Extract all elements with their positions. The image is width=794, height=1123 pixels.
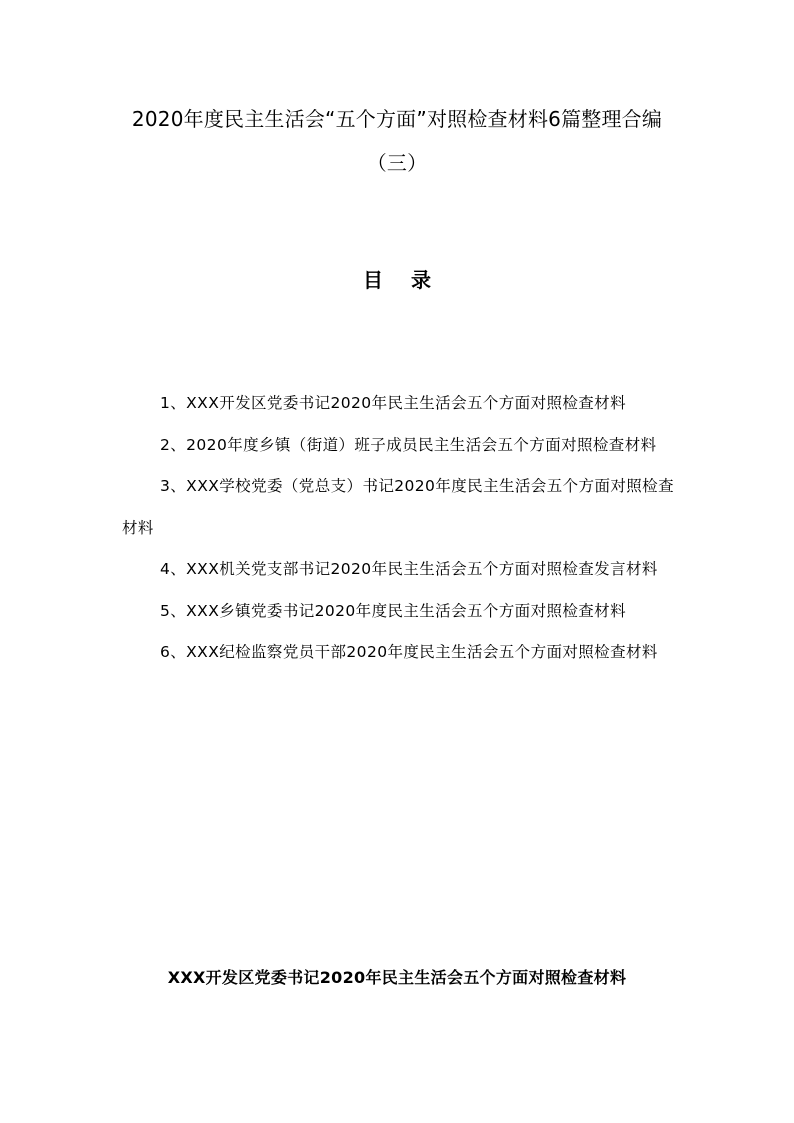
toc-item-3: 3、XXX学校党委（党总支）书记2020年度民主生活会五个方面对照检查材料 bbox=[122, 477, 674, 537]
toc-item-4: 4、XXX机关党支部书记2020年民主生活会五个方面对照检查发言材料 bbox=[160, 560, 658, 578]
toc-heading-char-1: 目 bbox=[363, 268, 383, 292]
toc-item-1: 1、XXX开发区党委书记2020年民主生活会五个方面对照检查材料 bbox=[160, 394, 626, 412]
toc-heading bbox=[118, 266, 676, 294]
toc-heading-char-2: 录 bbox=[411, 268, 431, 292]
document-title: 2020年度民主生活会“五个方面”对照检查材料6篇整理合编（三） bbox=[131, 107, 663, 175]
toc-item-6: 6、XXX纪检监察党员干部2020年度民主生活会五个方面对照检查材料 bbox=[160, 643, 658, 661]
section-title: XXX开发区党委书记2020年民主生活会五个方面对照检查材料 bbox=[167, 968, 627, 987]
toc-item-5: 5、XXX乡镇党委书记2020年度民主生活会五个方面对照检查材料 bbox=[160, 601, 626, 620]
toc-item-2: 2、2020年度乡镇（街道）班子成员民主生活会五个方面对照检查材料 bbox=[160, 435, 657, 454]
table-of-contents bbox=[122, 383, 674, 674]
